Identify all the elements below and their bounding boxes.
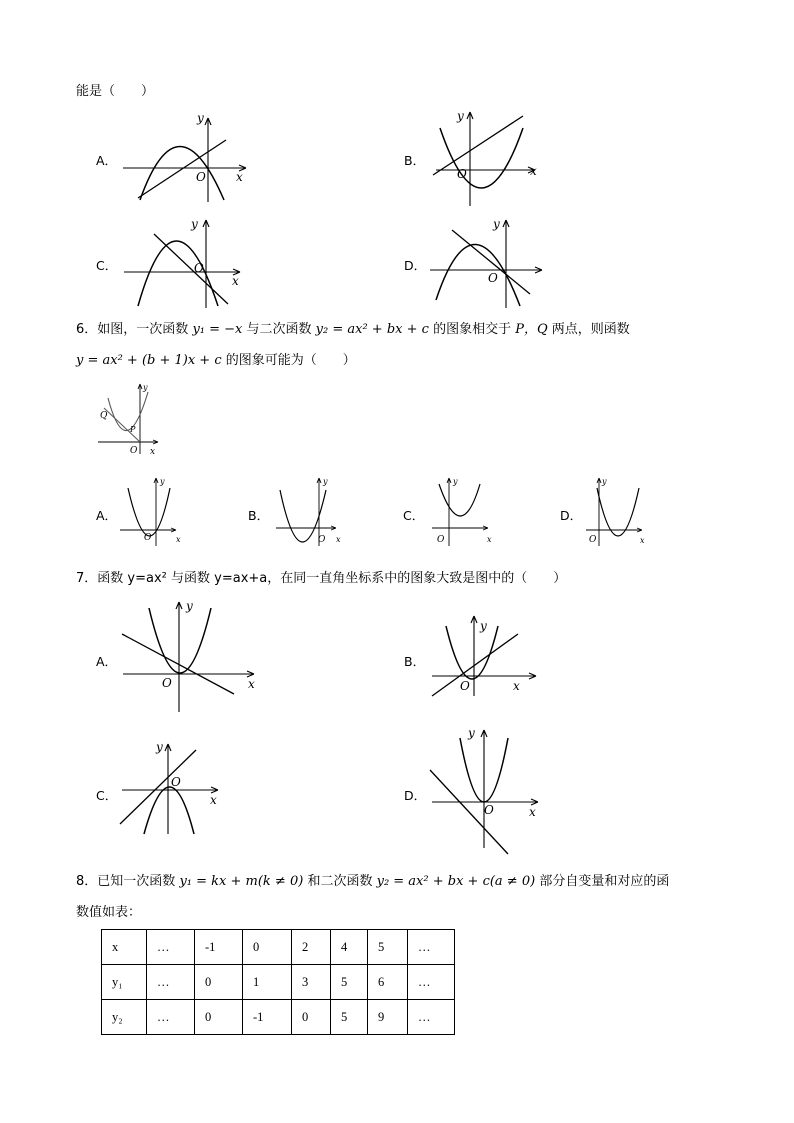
svg-text:O: O	[589, 535, 597, 545]
q7-option-c-graph[interactable]	[118, 740, 224, 838]
q7-option-d-graph[interactable]	[426, 722, 546, 858]
q6-reference-figure	[96, 380, 162, 456]
q7-option-d-label[interactable]: D．	[404, 788, 427, 803]
y-label: y	[480, 619, 487, 633]
table-cell: 3	[292, 965, 331, 1000]
parabola	[128, 488, 170, 536]
origin-label: O	[162, 676, 172, 690]
table-cell: 5	[368, 930, 408, 965]
svg-text:y: y	[453, 477, 458, 486]
table-cell: x	[102, 930, 147, 965]
x-label: x	[210, 793, 217, 807]
line	[432, 634, 518, 696]
table-cell: y₂	[102, 1000, 147, 1035]
table-cell: 5	[331, 1000, 368, 1035]
origin-label: O	[484, 803, 494, 817]
table-cell: y₁	[102, 965, 147, 1000]
parabola	[440, 128, 523, 188]
table-cell: -1	[195, 930, 243, 965]
x-label: x	[236, 170, 243, 184]
table-cell: 6	[368, 965, 408, 1000]
table-cell: …	[408, 1000, 455, 1035]
origin-label: O	[488, 271, 498, 285]
table-cell: 5	[331, 965, 368, 1000]
table-cell: …	[147, 965, 195, 1000]
origin-label: O	[171, 775, 181, 789]
q7-option-a-label[interactable]: A．	[96, 654, 118, 669]
table-row	[102, 1000, 455, 1035]
svg-text:O: O	[144, 533, 152, 543]
table-row	[102, 965, 455, 1000]
y-label: y	[156, 740, 163, 754]
q5-question-tail: 能是（ ）	[76, 84, 155, 99]
table-cell: 0	[292, 1000, 331, 1035]
svg-text:Q: Q	[100, 411, 108, 421]
svg-text:O: O	[130, 446, 138, 456]
line	[430, 770, 508, 854]
q5-option-b-graph[interactable]	[428, 108, 543, 208]
x-label: x	[513, 679, 520, 693]
table-cell: …	[147, 930, 195, 965]
table-cell: 1	[243, 965, 292, 1000]
q7-option-c-label[interactable]: C．	[96, 788, 118, 803]
parabola	[597, 488, 639, 536]
q5-option-c-graph[interactable]	[120, 216, 250, 312]
svg-text:x: x	[176, 535, 181, 544]
x-label: x	[248, 677, 255, 691]
table-cell: 0	[243, 930, 292, 965]
q6-option-d-label[interactable]: D．	[560, 508, 583, 523]
parabola	[446, 626, 498, 679]
y-label: y	[191, 217, 198, 231]
q6-stem-line2: y = ax² + (b + 1)x + c 的图象可能为（ ）	[76, 353, 356, 368]
line	[138, 140, 226, 198]
q5-option-d-graph[interactable]	[424, 216, 550, 312]
svg-text:y: y	[323, 477, 328, 486]
q6-option-b-label[interactable]: B．	[248, 508, 270, 523]
q6-option-a-graph[interactable]	[118, 474, 184, 548]
parabola	[149, 608, 211, 673]
svg-text:O: O	[437, 535, 445, 545]
q5-option-d-label[interactable]: D．	[404, 258, 427, 273]
q7-stem: 7．函数 y=ax² 与函数 y=ax+a，在同一直角坐标系中的图象大致是图中的（ ）	[76, 571, 567, 586]
q6-stem-line1: 6．如图，一次函数 y₁ = −x 与二次函数 y₂ = ax² + bx + c 的图象相交于 P，Q 两点，则函数	[76, 322, 630, 337]
q5-option-a-label[interactable]: A．	[96, 153, 118, 168]
q8-stem-line2: 数值如表：	[76, 905, 142, 920]
svg-text:x: x	[640, 536, 645, 545]
x-label: x	[530, 164, 537, 178]
y-label: y	[468, 726, 475, 740]
svg-text:y: y	[160, 477, 165, 486]
table-cell: 0	[195, 1000, 243, 1035]
svg-text:O: O	[318, 535, 326, 545]
table-cell: 0	[195, 965, 243, 1000]
parabola	[439, 484, 480, 516]
svg-text:x: x	[336, 535, 341, 544]
q6-option-a-label[interactable]: A．	[96, 508, 118, 523]
x-label: x	[232, 274, 239, 288]
svg-text:P: P	[130, 425, 136, 434]
q6-option-c-graph[interactable]	[430, 474, 496, 548]
q7-option-a-graph[interactable]	[118, 598, 264, 716]
svg-text:y: y	[143, 383, 148, 392]
table-cell: -1	[243, 1000, 292, 1035]
q5-option-c-label[interactable]: C．	[96, 258, 118, 273]
origin-label: O	[196, 170, 206, 184]
line	[122, 634, 234, 694]
origin-label: O	[460, 679, 470, 693]
table-cell: …	[408, 930, 455, 965]
line	[154, 234, 228, 304]
q6-option-d-graph[interactable]	[584, 474, 650, 548]
table-cell: 9	[368, 1000, 408, 1035]
svg-text:x: x	[487, 535, 492, 544]
q7-option-b-graph[interactable]	[428, 612, 544, 700]
q5-option-b-label[interactable]: B．	[404, 153, 426, 168]
line	[120, 750, 196, 824]
q5-option-a-graph[interactable]	[118, 110, 258, 205]
svg-text:x: x	[150, 447, 156, 457]
y-label: y	[493, 217, 500, 231]
q6-option-b-graph[interactable]	[274, 474, 344, 548]
q8-stem-line1: 8．已知一次函数 y₁ = kx + m(k ≠ 0) 和二次函数 y₂ = ax² + bx + c(a ≠ 0) 部分自变量和对应的函	[76, 874, 670, 889]
y-label: y	[186, 599, 193, 613]
table-cell: 4	[331, 930, 368, 965]
parabola	[140, 147, 224, 201]
q8-value-table	[101, 929, 455, 1035]
svg-text:y: y	[602, 477, 607, 486]
x-label: x	[529, 805, 536, 819]
table-row	[102, 930, 455, 965]
q7-option-b-label[interactable]: B．	[404, 654, 426, 669]
origin-label: O	[194, 261, 204, 275]
table-cell: …	[408, 965, 455, 1000]
y-label: y	[457, 109, 464, 123]
y-label: y	[197, 111, 204, 125]
parabola	[108, 392, 148, 431]
table-cell: …	[147, 1000, 195, 1035]
q6-option-c-label[interactable]: C．	[403, 508, 425, 523]
origin-label: O	[457, 167, 467, 181]
table-cell: 2	[292, 930, 331, 965]
